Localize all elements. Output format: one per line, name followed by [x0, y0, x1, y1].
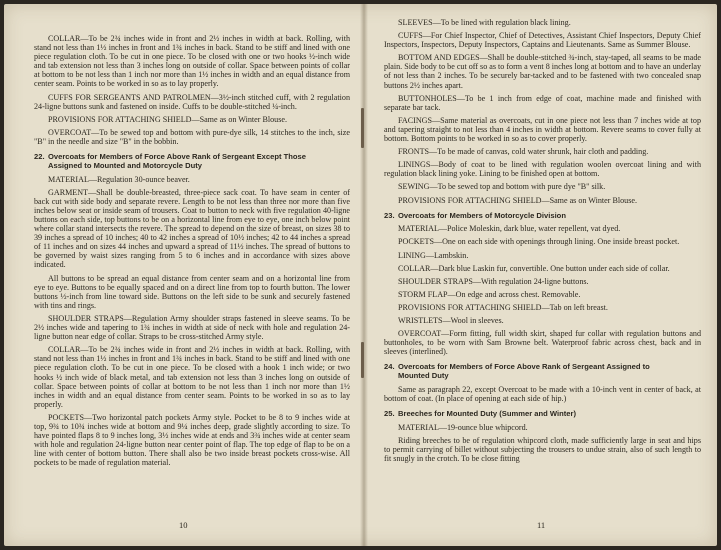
right-page	[364, 4, 717, 546]
paragraph: OVERCOAT—To be sewed top and bottom with pure-dye silk, 14 stitches to the inch, size "B" in the needle and size "B" in the bobbin.	[34, 127, 350, 146]
paragraph: COLLAR—To be 2¾ inches wide in front and 2½ inches in width at back. Rolling, with stand not less than 1½ inches in front and 1¾ inches in back. Stand to be stiff and lined with one piece regulation cloth. To be cut in one piece. To be closed with a hook 1 inch wide; or two hooks ½ inch wide of black metal, and tab extension not less than 3 inches long on outside of collar. Space between points of collar at bottom to be not less than 1 inch nor more than 1½ inches in width and an equal distance from center seam. Points to be worked in so as to lay properly.	[34, 345, 350, 409]
section-title-line2: Mounted Duty	[398, 371, 449, 381]
paragraph: Riding breeches to be of regulation whipcord cloth, made sufficiently large in seat and hips to permit carrying of billet without subjecting the trousers to undue strain, also of such length to fit snugly in the crotch. To be close fitting	[384, 436, 701, 464]
paragraph: FRONTS—To be made of canvas, cold water shrunk, hair cloth and padding.	[398, 147, 649, 157]
paragraph: PROVISIONS FOR ATTACHING SHIELD—Same as on Winter Blouse.	[48, 114, 287, 124]
section-number: 25.	[384, 409, 395, 419]
paragraph: MATERIAL—Regulation 30-ounce beaver.	[48, 174, 190, 184]
section-heading	[384, 410, 701, 419]
paragraph: SLEEVES—To be lined with regulation black lining.	[398, 18, 571, 27]
paragraph: PROVISIONS FOR ATTACHING SHIELD—Tab on left breast.	[398, 302, 608, 312]
paragraph: COLLAR—Dark blue Laskin fur, convertible. One button under each side of collar.	[398, 263, 670, 273]
paragraph: COLLAR—To be 2¾ inches wide in front and 2½ inches in width at back. Rolling, with stand not less than 1½ inches in front and 1¾ inches in back. Stand to be stiff and lined with one piece regulation cloth. To be cut in one piece. To be closed with one or two hooks ½-inch wide and tab extension not less than 3 inches long on outside of collar. Space between points of collar at bottom to be not less than 1 inch nor more than 1½ inches in width and an equal distance from center seam. Points to be worked in so as to lay properly.	[34, 34, 350, 89]
paragraph: WRISTLETS—Wool in sleeves.	[398, 316, 504, 326]
paragraph: PROVISIONS FOR ATTACHING SHIELD—Same as on Winter Blouse.	[398, 195, 637, 205]
left-page	[4, 4, 364, 546]
paragraph: LINING—Lambskin.	[398, 250, 469, 260]
paragraph: MATERIAL—19-ounce blue whipcord.	[398, 423, 528, 432]
paragraph: CUFFS FOR SERGEANTS AND PATROLMEN—3½-inch stitched cuff, with 2 regulation 24-ligne buttons sunk and fastened on inside. Cuffs to be double-stitched ¼-inch.	[34, 92, 350, 111]
paragraph: STORM FLAP—On edge and across chest. Removable.	[398, 289, 581, 299]
section-number: 24.	[384, 362, 395, 372]
paragraph: CUFFS—For Chief Inspector, Chief of Detectives, Assistant Chief Inspectors, Deputy Chief Inspectors, Inspectors, Deputy Inspectors, Captains and Lieutenants. Same as Summer Blouse.	[384, 31, 701, 50]
booklet-spread	[4, 4, 717, 546]
paragraph: LININGS—Body of coat to be lined with regulation woolen overcoat lining and with regulation black lining yoke. Lining to be finished open at bottom.	[384, 160, 701, 179]
section-number: 22.	[34, 152, 45, 162]
paragraph: POCKETS—Two horizontal patch pockets Army style. Pocket to be 8 to 9 inches wide at top, 9¾ to 10¾ inches wide at bottom and 9¼ inches deep, grade slightly according to size. To have pointed flaps 8 to 9 inches long, 3½ inches wide at ends and 3¾ inches wide at center seam with hole and regulation 24-ligne button near center point of flap. The top edge of flap to be on a line with center of bottom button. There shall also be two inside breast pockets cross-wise. All pockets to be made of regulation material.	[34, 412, 350, 468]
paragraph: FACINGS—Same material as overcoats, cut in one piece not less than 7 inches wide at top and tapering straight to not less than 4 inches in width at bottom. Revere seams to cover fully at bottom. Bottom points to be worked in so as to cover properly.	[384, 115, 701, 144]
section-title: Overcoats for Members of Force Above Rank of Sergeant Assigned to	[398, 362, 650, 372]
paragraph: MATERIAL—Police Moleskin, dark blue, water repellent, vat dyed.	[398, 224, 621, 234]
section-heading	[34, 153, 350, 171]
paragraph: SEWING—To be sewed top and bottom with pure dye "B" silk.	[398, 182, 606, 192]
section-title: Overcoats for Members of Motorcycle Division	[398, 210, 566, 220]
section-title-line2: Assigned to Mounted and Motorcycle Duty	[48, 160, 202, 170]
section-title: Overcoats for Members of Force Above Rank of Sergeant Except Those	[48, 152, 306, 162]
paragraph: POCKETS—One on each side with openings through lining. One inside breast pocket.	[398, 237, 680, 247]
paragraph: Same as paragraph 22, except Overcoat to be made with a 10-inch vent in center of back, at bottom of coat. (In place of opening at each side of hip.)	[384, 385, 701, 404]
page-number-right: 11	[537, 520, 546, 530]
section-heading	[384, 363, 701, 381]
paragraph: GARMENT—Shall be double-breasted, three-piece sack coat. To have seam in center of back cut with side body and separate revere. Length to be not less than three nor more than five inches below seat or inside seam of trousers. Coat to button to neck with five regulation 40-ligne buttons on each side, top buttons to be on a horizontal line from eye to eye, one inch below point where collar stand intersects the revere. The spread to depend on the size of breast, on sizes 38 to 39 inches a spread of 10 inches; 40 to 42 inches a spread of 10½ inches; 42 to 44 inches a spread of 11 inches and on sizes 44 inches and upward a spread of 11½ inches. The spread of buttons to be governed by waist sizes ranging from 5 to 6 inches and in accordance with sizes above indicated.	[34, 187, 350, 270]
paragraph: BOTTOM AND EDGES—Shall be double-stitched ¾-inch, stay-taped, all seams to be made plain. Side body to be cut off so as to form a vent 8 inches long at bottom and to have an underlay of not less than 2 inches. To be securely bar-tacked and to be fastened with two concealed snap buttons 2½ inches apart.	[384, 53, 702, 90]
paragraph: SHOULDER STRAPS—Regulation Army shoulder straps fastened in sleeve seams. To be 2½ inches wide and tapering to 1¾ inches in width at side of neck with hole and regulation 24-ligne button near edge of collar. Straps to be cross-stitched Army style.	[34, 313, 350, 342]
section-heading	[384, 212, 701, 221]
section-number: 23.	[384, 210, 395, 220]
section-title: Breeches for Mounted Duty (Summer and Winter)	[398, 409, 576, 419]
page-number-left: 10	[179, 520, 188, 530]
paragraph: BUTTONHOLES—To be 1 inch from edge of coat, machine made and finished with separate bar tack.	[384, 93, 701, 112]
paragraph: SHOULDER STRAPS—With regulation 24-ligne buttons.	[398, 276, 589, 286]
paragraph: All buttons to be spread an equal distance from center seam and on a horizontal line from eye to eye. Buttons to be equally spaced and on a direct line from top to fourth button. The lower buttons ½-inch from line toward side. Buttons on the left side to be sunk and securely fastened with tins and rings.	[34, 273, 350, 310]
paragraph: OVERCOAT—Form fitting, full width skirt, shaped fur collar with regulation buttons and buttonholes, to be worn with Sam Browne belt. Waterproof fabric across chest, back and in sleeves (interlined).	[384, 329, 701, 357]
